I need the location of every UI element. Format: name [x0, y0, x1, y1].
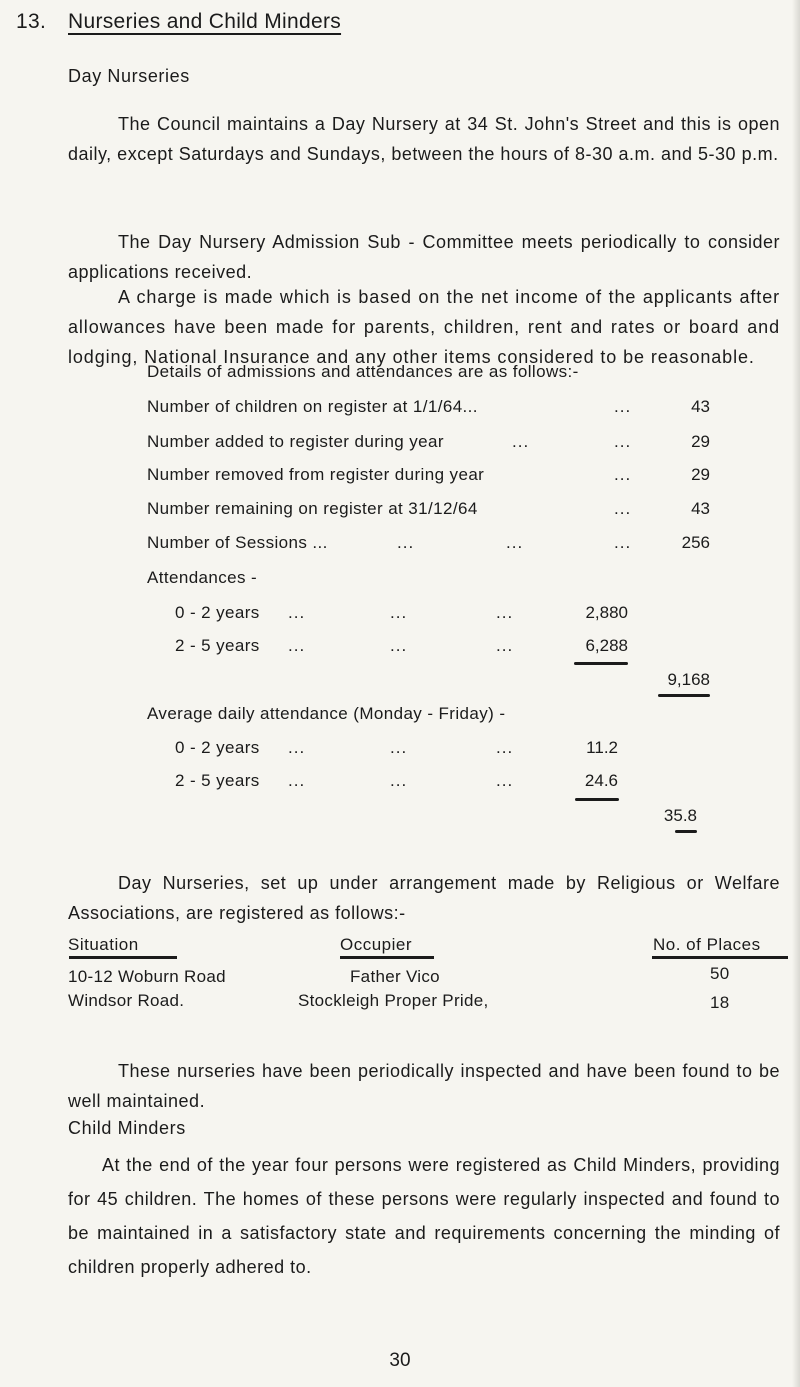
detail-value: 43 — [691, 397, 710, 416]
day-nurseries-heading: Day Nurseries — [68, 66, 190, 86]
table-cell-occupier: Stockleigh Proper Pride, — [298, 991, 489, 1010]
col-header-occupier: Occupier — [340, 935, 413, 954]
paragraph-inspected: These nurseries have been periodically inspected and have been found to be well maintained. — [68, 1061, 780, 1111]
details-intro: Details of admissions and attendances are as follows:- — [147, 362, 579, 381]
section-number: 13. — [16, 10, 47, 33]
table-cell-places: 18 — [710, 993, 730, 1012]
table-cell-situation: 10-12 Woburn Road — [68, 967, 226, 986]
total-rule — [658, 694, 710, 697]
attendance-value: 6,288 — [585, 636, 628, 655]
average-value: 11.2 — [586, 738, 618, 757]
total-rule — [675, 830, 697, 833]
section-heading — [16, 10, 341, 34]
section-title: Nurseries and Child Minders — [68, 10, 342, 33]
average-total: 35.8 — [663, 806, 697, 825]
table-cell-situation: Windsor Road. — [68, 991, 185, 1010]
average-value: 24.6 — [584, 771, 618, 790]
attendances-total: 9,168 — [667, 670, 710, 689]
subtotal-rule — [574, 662, 628, 665]
table-cell-occupier: Father Vico — [350, 967, 440, 986]
table-cell-places: 50 — [710, 964, 730, 983]
detail-value: 43 — [691, 499, 710, 518]
col-header-situation: Situation — [68, 935, 139, 954]
header-underline — [69, 956, 177, 959]
child-minders-heading: Child Minders — [68, 1118, 186, 1138]
subtotal-rule — [575, 798, 619, 801]
header-underline — [340, 956, 434, 959]
detail-value: 256 — [681, 533, 710, 552]
paragraph-charge: A charge is made which is based on the net income of the applicants after allowances have been made for parents, children, rent and rates or board and lodging, National Insurance and any other items considered to be reasonable. — [68, 287, 780, 367]
paragraph-child-minders: At the end of the year four persons were registered as Child Minders, providing for 45 children. The homes of these persons were regularly inspected and found to be maintained in a satisfactory state and requirements concerning the minding of children properly adhered to. — [68, 1155, 780, 1277]
page-number: 30 — [389, 1350, 411, 1371]
col-header-places: No. of Places — [653, 935, 761, 954]
page-edge — [792, 0, 800, 1387]
paragraph-committee: The Day Nursery Admission Sub - Committee meets periodically to consider applications received. — [68, 232, 780, 282]
detail-value: 29 — [691, 465, 710, 484]
paragraph-day-nursery: The Council maintains a Day Nursery at 34 St. John's Street and this is open daily, except Saturdays and Sundays, between the hours of 8-30 a.m. and 5-30 p.m. — [68, 114, 780, 164]
detail-value: 29 — [691, 432, 710, 451]
paragraph-religious: Day Nurseries, set up under arrangement made by Religious or Welfare Associations, are registered as follows:- — [68, 873, 780, 923]
header-underline — [652, 956, 788, 959]
attendance-value: 2,880 — [585, 603, 628, 622]
